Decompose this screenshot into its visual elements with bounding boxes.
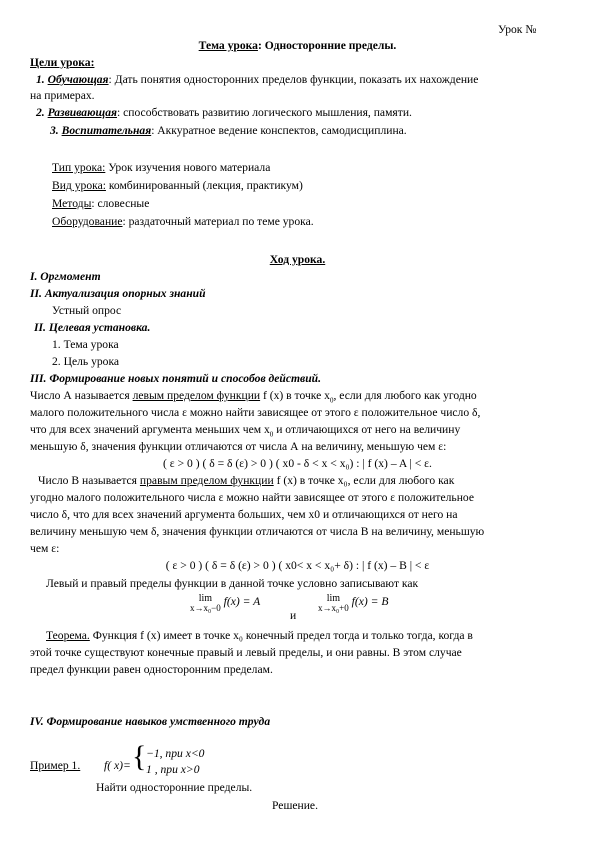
lim-word: lim	[326, 593, 341, 604]
right-limit-line-3: число δ, что для всех значений аргумента больших, чем x0 и отличающихся от него на	[30, 508, 458, 521]
goal-num: 2.	[36, 106, 45, 119]
text: f (x) в точке x₀, если для любого как	[273, 474, 455, 487]
goal-text: : способствовать развитию логического мышления, памяти.	[117, 106, 412, 119]
example-fx: f( x)=	[104, 759, 131, 772]
text: Число В называется	[38, 474, 140, 487]
piecewise-brace: {	[132, 740, 147, 773]
piecewise-case-2: 1 , при x>0	[146, 763, 200, 776]
and-word: и	[290, 609, 297, 622]
example-task: Найти односторонние пределы.	[96, 781, 253, 794]
right-limit-line-1	[38, 473, 454, 488]
lim-subscript: x→x₀−0	[190, 603, 221, 613]
goal-item-3	[50, 123, 407, 138]
left-limit-line-2: малого положительного числа ε можно найти зависящее от этого ε положительное число δ,	[30, 406, 481, 419]
solution-label: Решение.	[272, 799, 318, 812]
meta-label: Методы	[52, 197, 92, 210]
meta-value: Урок изучения нового материала	[105, 161, 271, 174]
theorem-line-1	[46, 628, 473, 643]
lesson-equipment	[52, 214, 314, 229]
subscript: 0	[269, 430, 274, 439]
theorem-line-3: предел функции равен односторонним пределам.	[30, 663, 273, 676]
goal-text: : Аккуратное ведение конспектов, самодисциплина.	[151, 124, 407, 137]
section-3-item: 1. Тема урока	[52, 338, 119, 351]
right-limit-line-5: чем ε:	[30, 542, 60, 555]
section-3-item: 2. Цель урока	[52, 355, 120, 368]
right-limit-formula: ( ε > 0 ) ( δ = δ (ε) > 0 ) ( x0< x < x₀+ δ) : | f (x) – B | < ε	[165, 559, 430, 572]
left-limit-line-1	[30, 388, 477, 405]
meta-value: : словесные	[91, 197, 150, 210]
topic-value: : Односторонние пределы.	[257, 39, 397, 52]
lesson-number: Урок №	[498, 23, 537, 36]
left-limit-formula: ( ε > 0 ) ( δ = δ (ε) > 0 ) ( x0 - δ < x < x₀) : | f (x) – A | < ε.	[163, 457, 432, 470]
section-1: I. Оргмомент	[30, 270, 101, 283]
lesson-type	[52, 160, 270, 175]
left-limit-line-3	[30, 422, 460, 439]
goal-item-1	[36, 72, 478, 87]
section-2: II. Актуализация опорных знаний	[30, 287, 206, 300]
meta-value: : раздаточный материал по теме урока.	[122, 215, 314, 228]
goal-item-1-continuation: на примерах.	[30, 89, 95, 102]
text: , если для любого как угодно	[333, 389, 477, 402]
meta-label: Тип урока:	[52, 161, 106, 174]
right-limit-notation	[318, 594, 388, 615]
lesson-methods	[52, 196, 149, 211]
example-label: Пример 1.	[30, 759, 81, 772]
section-2-item: Устный опрос	[52, 304, 122, 317]
right-limit-line-2: угодно малого положительного числа ε можно найти зависящее от этого ε положительное	[30, 491, 474, 504]
theorem-line-2: этой точке существуют конечные правый и левый пределы, и они равны. В этом случае	[30, 646, 462, 659]
term-left-limit: левым пределом функции	[132, 389, 261, 402]
lim-block	[190, 594, 221, 614]
left-limit-line-4: меньшую δ, значения функции отличаются от числа А на величину, меньшую чем ε:	[30, 440, 447, 453]
topic-label: Тема урока	[198, 39, 258, 52]
meta-label: Вид урока:	[52, 179, 106, 192]
lim-word: lim	[198, 593, 213, 604]
goal-num: 1.	[36, 73, 45, 86]
text: f (x) в точке x	[260, 389, 330, 402]
lesson-topic	[0, 38, 595, 53]
left-limit-notation	[190, 594, 260, 615]
subscript: 0	[329, 396, 334, 405]
course-heading: Ход урока.	[269, 253, 326, 266]
goal-item-2	[36, 105, 412, 120]
lim-expression: f(x) = A	[223, 595, 261, 608]
lesson-kind	[52, 178, 303, 193]
section-3: II. Целевая установка.	[34, 321, 151, 334]
lim-subscript: x→x₀+0	[318, 603, 349, 613]
term-right-limit: правым пределом функции	[139, 474, 274, 487]
text: что для всех значений аргумента меньших чем x	[30, 423, 270, 436]
goal-text: : Дать понятия односторонних пределов функции, показать их нахождение	[108, 73, 479, 86]
text: Функция f (x) имеет в точке x₀ конечный предел тогда и только тогда, когда в	[89, 629, 473, 642]
goal-label: Развивающая	[47, 106, 117, 119]
goal-num: 3.	[50, 124, 59, 137]
piecewise-case-1: −1, при x<0	[146, 747, 205, 760]
lim-expression: f(x) = B	[351, 595, 389, 608]
lim-block	[318, 594, 349, 614]
meta-value: комбинированный (лекция, практикум)	[105, 179, 303, 192]
right-limit-line-4: величину меньшую чем δ, значения функции отличаются от числа В на величину, меньшую	[30, 525, 485, 538]
theorem-label: Теорема.	[46, 629, 90, 642]
section-4: IV. Формирование навыков умственного труда	[30, 715, 271, 728]
notation-text: Левый и правый пределы функции в данной точке условно записывают как	[46, 577, 419, 590]
section-3b: III. Формирование новых понятий и способов действий.	[30, 372, 322, 385]
meta-label: Оборудование	[52, 215, 123, 228]
text: Число А называется	[30, 389, 133, 402]
goal-label: Воспитательная	[61, 124, 152, 137]
goal-label: Обучающая	[47, 73, 109, 86]
text: и отличающихся от него на величину	[273, 423, 461, 436]
goals-heading: Цели урока:	[30, 56, 95, 69]
